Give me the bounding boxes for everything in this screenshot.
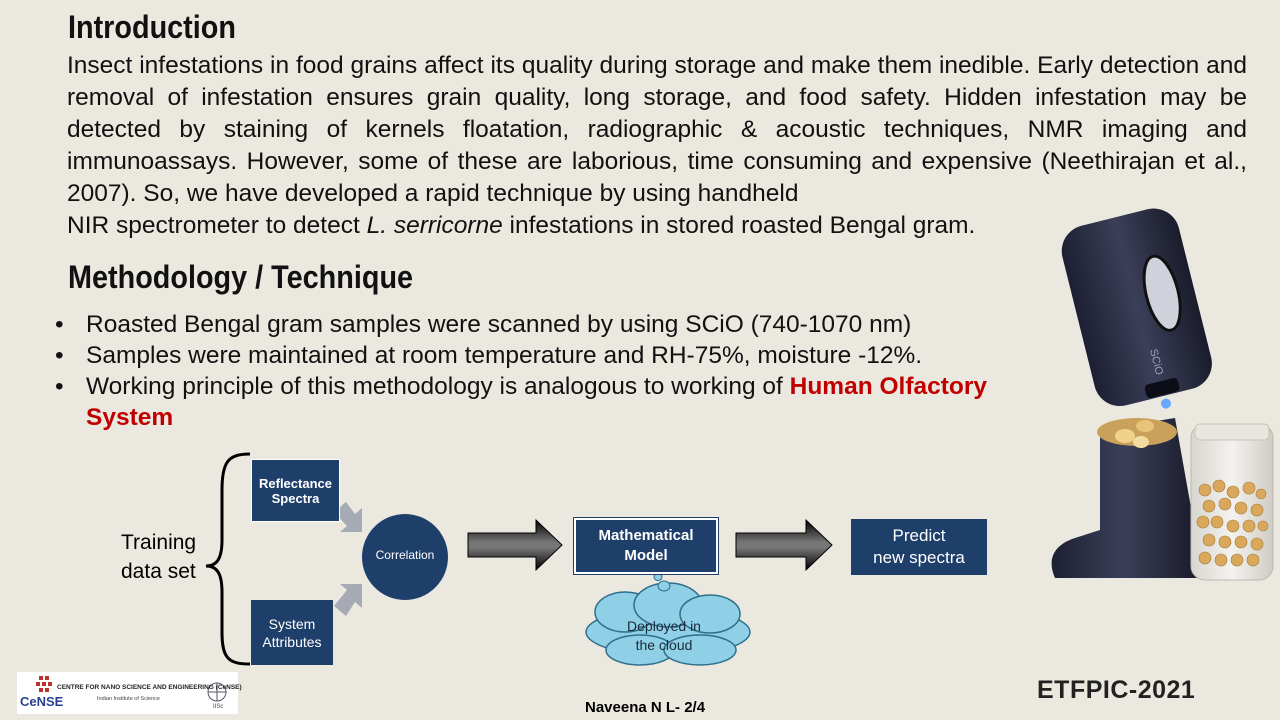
- cloud-label: Deployed in the cloud: [627, 618, 701, 653]
- bullet-text: Working principle of this methodology is analogous to working of: [86, 373, 790, 400]
- intro-text-last-a: NIR spectrometer to detect: [67, 212, 367, 239]
- bullet-item: • Samples were maintained at room temperature and RH-75%, moisture -12%.: [55, 340, 1075, 371]
- cense-logo: [17, 672, 242, 714]
- intro-text-last-b: infestations in stored roasted Bengal gram.: [502, 212, 976, 239]
- cloud-bubble: [654, 574, 662, 581]
- mathematical-model-box: Mathematical Model: [574, 518, 718, 574]
- methodology-title: Methodology / Technique: [68, 259, 414, 295]
- footer-author: Naveena N L- 2/4: [585, 699, 706, 716]
- intro-title: Introduction: [68, 9, 236, 45]
- highlight-text: Human Olfactory System: [86, 373, 988, 431]
- training-data-label: Training data set: [121, 531, 197, 583]
- arrow-correlation-to-model: [468, 520, 562, 570]
- species-name: L. serricorne: [366, 212, 503, 239]
- cense-logo-name: CENTRE FOR NANO SCIENCE AND ENGINEERING (CeNSE): [57, 684, 242, 691]
- correlation-label: Correlation: [375, 548, 435, 562]
- intro-text-main: Insect infestations in food grains affect its quality during storage and make them inedible. Early detection and removal of infestation ensures grain quality, long storage, and food safety. Hidden infestation may be detected by staining of kernels floatation, radiographic & acoustic techniques, NMR imaging and immunoassays. However, some of these are laborious, time consuming and expensive (Neethirajan et al., 2007). So, we have developed a rapid technique by using handheld: [67, 52, 1247, 207]
- system-attributes-box: System Attributes: [251, 600, 333, 665]
- predict-new-spectra-box: Predict new spectra: [851, 519, 987, 575]
- cense-logo-sub: Indian Institute of Science: [97, 696, 160, 702]
- device-label: SCiO: [1147, 347, 1166, 377]
- curly-brace: [206, 454, 250, 664]
- cense-mark: CeNSE: [20, 694, 64, 709]
- arrow-system-to-correlation: [334, 584, 362, 616]
- reflectance-spectra-box: Reflectance Spectra: [251, 459, 340, 522]
- arrow-model-to-predict: [736, 520, 832, 570]
- scio-device-image: [1045, 200, 1277, 590]
- cloud-bubble: [658, 581, 670, 591]
- iisc-mark: IISc: [213, 704, 224, 710]
- footer-conference: ETFPIC-2021: [1037, 676, 1196, 704]
- bullet-item: • Roasted Bengal gram samples were scanned by using SCiO (740-1070 nm): [55, 309, 1075, 340]
